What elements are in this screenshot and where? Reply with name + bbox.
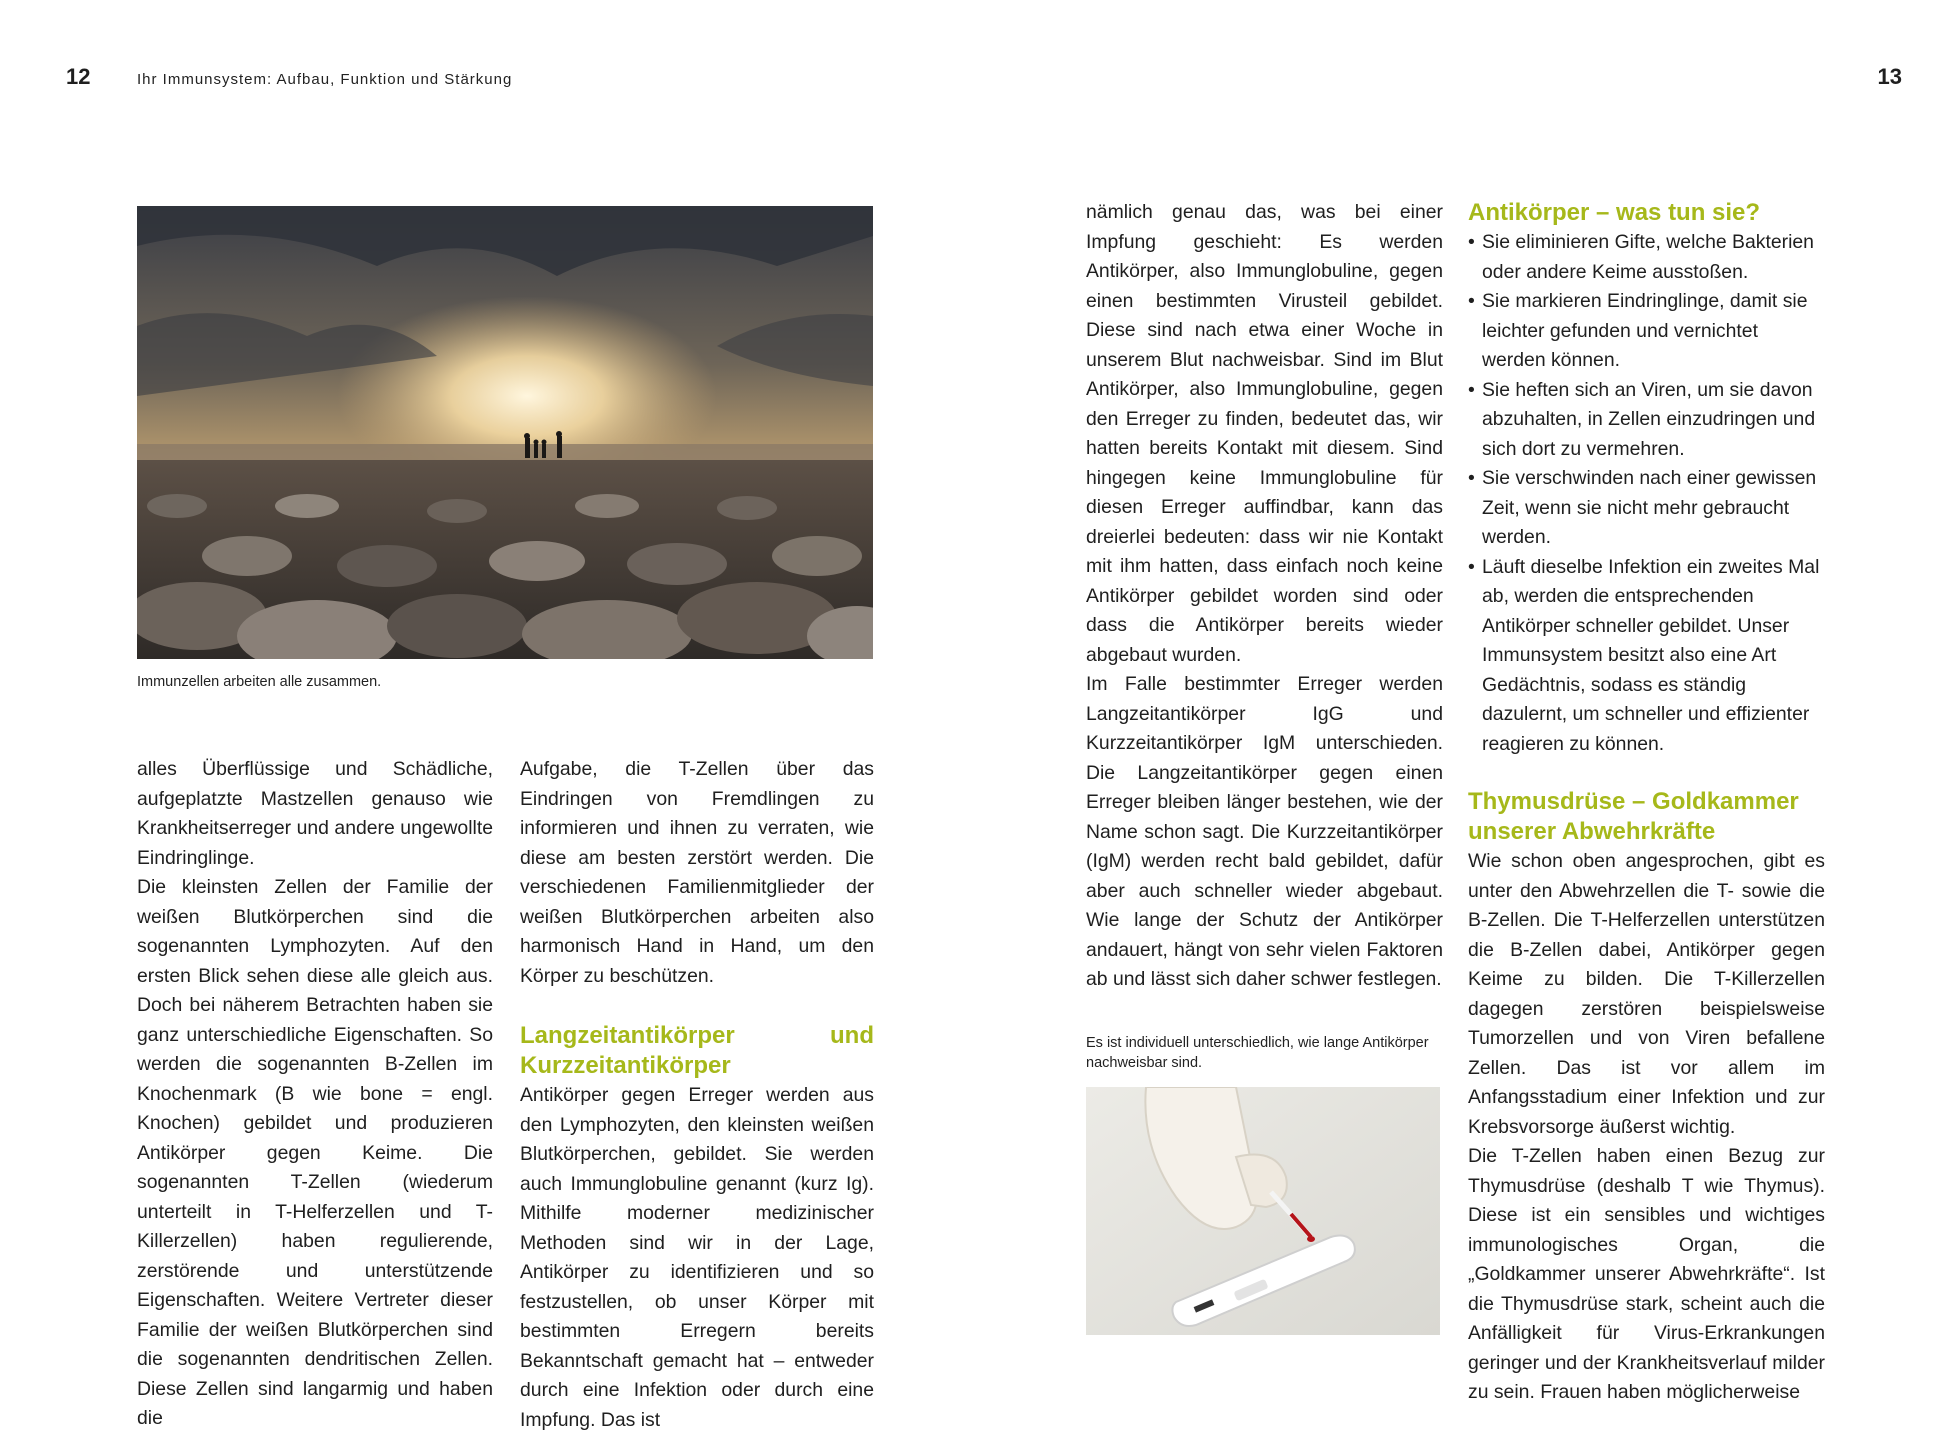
list-item: • Sie heften sich an Viren, um sie davon abzuhalten, in Zellen einzudringen und sich dort zu vermehren. xyxy=(1468,376,1825,465)
col4-paragraph-1: Wie schon oben angesprochen, gibt es unter den Abwehrzellen die T- sowie die B-Zellen. Die T-Helferzellen unterstützen die B-Zellen dabei, Antikörper gegen Keime zu bilden. Die T-Killerzellen dagegen zerstören beispielsweise Tumorzellen und von Viren befallene Zellen. Das ist vor allem im Anfangsstadium einer Infektion und zur Krebsvorsorge äußerst wichtig. xyxy=(1468,850,1825,1138)
column-3 xyxy=(1086,198,1443,995)
antibody-functions-list xyxy=(1468,228,1825,759)
antibody-test-photo xyxy=(1086,1087,1440,1335)
test-photo-caption: Es ist individuell unterschiedlich, wie lange Antikörper nachweisbar sind. xyxy=(1086,1035,1429,1071)
col4-paragraph-2: Die T-Zellen haben einen Bezug zur Thymusdrüse (deshalb T wie Thymus). Diese ist ein sensibles und wichtiges immunologisches Organ, die „Goldkammer unserer Abwehrkräfte“. Ist die Thymusdrüse stark, scheint auch die Anfälligkeit für Virus-Erkrankungen geringer und der Krankheitsverlauf milder zu sein. Frauen haben möglicherweise xyxy=(1468,1145,1825,1403)
col3-paragraph-2: Im Falle bestimmter Erreger werden Langzeitantikörper IgG und Kurzzeitantikörper IgM unterschieden. Die Langzeitantikörper gegen einen Erreger bleiben länger bestehen, wie der Name schon sagt. Die Kurzzeitantikörper (IgM) werden recht bald gebildet, dafür aber auch schneller wieder abgebaut. Wie lange der Schutz der Antikörper andauert, hängt von sehr vielen Faktoren ab und lässt sich daher schwer festlegen. xyxy=(1086,673,1443,990)
col2-paragraph-1: Aufgabe, die T-Zellen über das Eindringen von Fremdlingen zu informieren und ihnen zu verraten, wie diese am besten zerstört werden. Die verschiedenen Familienmitglieder der weißen Blutkörperchen arbeiten also harmonisch Hand in Hand, um den Körper zu beschützen. xyxy=(520,758,874,987)
heading-thymusdruese: Thymusdrüse – Goldkammer unserer Abwehrkräfte xyxy=(1468,788,1799,845)
page-number-right: 13 xyxy=(1877,64,1902,89)
col2-paragraph-2: Antikörper gegen Erreger werden aus den Lymphozyten, den kleinsten weißen Blutkörperchen, gebildet. Sie werden auch Immunglobuline genannt (kurz Ig). Mithilfe moderner medizinischer Methoden sind wir in der Lage, Antikörper zu identifizieren und so festzustellen, ob unser Körper mit bestimmten Erregern bereits Bekanntschaft gemacht hat – entweder durch eine Infektion oder durch eine Impfung. Das ist xyxy=(520,1084,874,1431)
page-number-left: 12 xyxy=(66,64,91,89)
heading-antikoerper-was-tun-sie: Antikörper – was tun sie? xyxy=(1468,199,1761,226)
col1-paragraph-1: alles Überflüssige und Schädliche, aufgeplatzte Mastzellen genauso wie Krankheitserreger und andere ungewollte Eindringlinge. xyxy=(137,758,493,869)
running-title: Ihr Immunsystem: Aufbau, Funktion und Stärkung xyxy=(137,71,513,88)
column-4 xyxy=(1468,198,1825,1408)
heading-langzeitantikoerper: Langzeitantikörper und Kurzzeitantikörper xyxy=(520,1022,874,1079)
column-1 xyxy=(137,755,493,1434)
col1-paragraph-2: Die kleinsten Zellen der Familie der weißen Blutkörperchen sind die sogenannten Lymphozyten. Auf den ersten Blick sehen diese alle gleich aus. Doch bei näherem Betrachten haben sie ganz unterschiedliche Eigenschaften. So werden die sogenannten B-Zellen im Knochenmark (B wie bone = engl. Knochen) gebildet und produzieren Antikörper gegen Keime. Die sogenannten T-Zellen (wiederum unterteilt in T-Helferzellen und T-Killerzellen) haben regulierende, zerstörende und unterstützende Eigenschaften. Weitere Vertreter dieser Familie der weißen Blutkörperchen sind die sogenannten dendritischen Zellen. Diese Zellen sind langarmig und haben die xyxy=(137,876,493,1429)
list-item: • Sie markieren Eindringlinge, damit sie leichter gefunden und vernichtet werden können. xyxy=(1468,287,1825,376)
list-item: • Sie eliminieren Gifte, welche Bakterien oder andere Keime ausstoßen. xyxy=(1468,228,1825,287)
col3-paragraph-1: nämlich genau das, was bei einer Impfung geschieht: Es werden Antikörper, also Immunglobuline, gegen einen bestimmten Virusteil gebildet. Diese sind nach etwa einer Woche in unserem Blut nachweisbar. Sind im Blut Antikörper, also Immunglobuline, gegen den Erreger zu finden, bedeutet das, wir hatten bereits Kontakt mit diesem. Sind hingegen keine Immunglobuline für diesen Erreger auffindbar, kann das dreierlei bedeuten: dass wir nie Kontakt mit ihm hatten, dass einfach noch keine Antikörper gebildet worden sind oder dass die Antikörper bereits wieder abgebaut wurden. xyxy=(1086,201,1443,666)
beach-photo xyxy=(137,206,873,659)
column-2 xyxy=(520,755,874,1435)
beach-photo-caption: Immunzellen arbeiten alle zusammen. xyxy=(137,674,382,690)
list-item: • Sie verschwinden nach einer gewissen Zeit, wenn sie nicht mehr gebraucht werden. xyxy=(1468,464,1825,553)
list-item: • Läuft dieselbe Infektion ein zweites Mal ab, werden die entsprechenden Antikörper schneller gebildet. Unser Immunsystem besitzt also eine Art Gedächtnis, sodass es ständig dazulernt, um schneller und effizienter reagieren zu können. xyxy=(1468,553,1825,760)
